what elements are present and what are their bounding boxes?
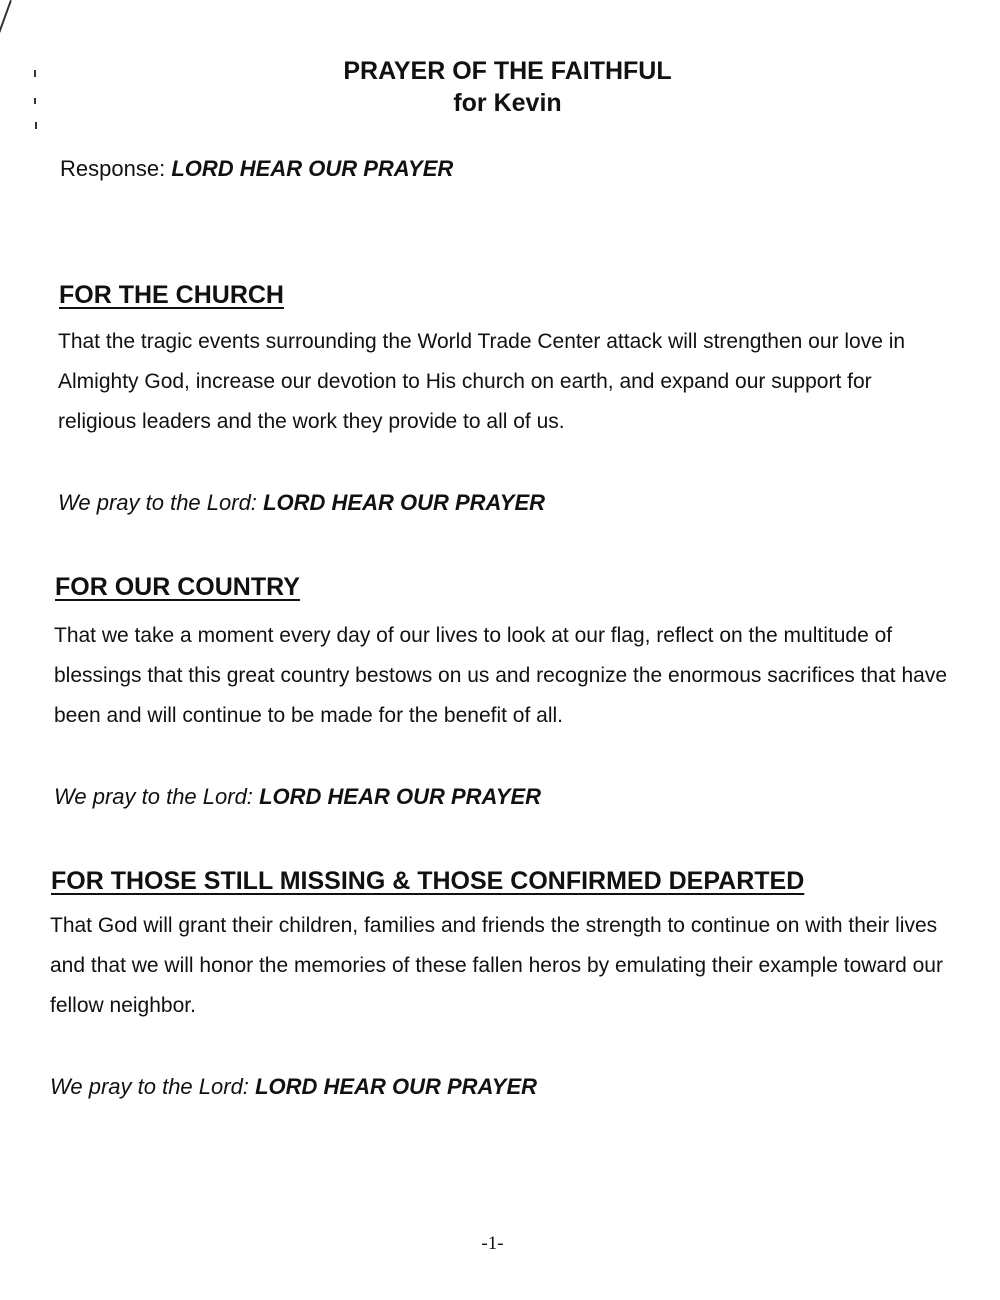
pray-line-country (54, 784, 541, 810)
pray-lead: We pray to the Lord: (54, 784, 253, 809)
section-heading-missing: FOR THOSE STILL MISSING & THOSE CONFIRMED DEPARTED (51, 867, 805, 895)
pray-line-church (58, 490, 545, 516)
section-heading-country: FOR OUR COUNTRY (55, 573, 300, 601)
response-label: Response: (60, 156, 166, 181)
pray-line-missing (50, 1074, 537, 1100)
response-text: LORD HEAR OUR PRAYER (171, 156, 454, 181)
section-heading-church: FOR THE CHURCH (59, 281, 284, 309)
page-number: -1- (481, 1233, 504, 1254)
response-line (60, 156, 453, 182)
section-body-missing: That God will grant their children, families and friends the strength to continue on with their lives and that we will honor the memories of these fallen heros by emulating their example toward our fellow neighbor. (50, 914, 943, 1017)
pray-lead: We pray to the Lord: (58, 490, 257, 515)
pray-response: LORD HEAR OUR PRAYER (263, 490, 546, 515)
scan-mark (35, 122, 37, 129)
section-body-country: That we take a moment every day of our lives to look at our flag, reflect on the multitude of blessings that this great country bestows on us and recognize the enormous sacrifices that have been and will continue to be made for the benefit of all. (54, 624, 947, 727)
pray-response: LORD HEAR OUR PRAYER (255, 1074, 538, 1099)
pray-response: LORD HEAR OUR PRAYER (259, 784, 542, 809)
section-body-church: That the tragic events surrounding the World Trade Center attack will strengthen our love in Almighty God, increase our devotion to His church on earth, and expand our support for religious leaders and the work they provide to all of us. (58, 330, 906, 433)
document-title: PRAYER OF THE FAITHFUL (343, 57, 672, 85)
scan-mark (0, 0, 12, 33)
pray-lead: We pray to the Lord: (50, 1074, 249, 1099)
document-subtitle: for Kevin (453, 89, 562, 117)
